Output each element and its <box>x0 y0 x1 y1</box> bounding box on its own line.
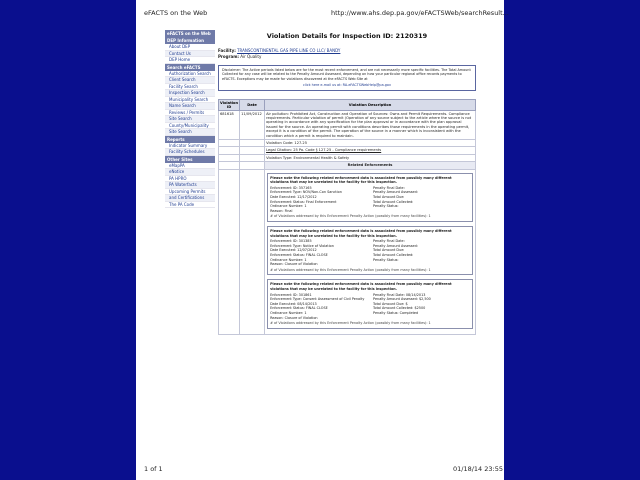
enforcement-field: Penalty Status: Completed <box>373 310 419 315</box>
enforcement-fields <box>270 239 470 267</box>
enforcement-field: Enforcement ID: 301385 <box>270 239 312 244</box>
print-header-title: eFACTS on the Web <box>144 9 208 17</box>
sidebar-item[interactable]: Site Search <box>165 129 215 136</box>
sidebar-item[interactable]: Inspection Search <box>165 90 215 97</box>
enforcement-field: Enforcement Type: Consent Assessment of Civil Penalty <box>270 297 365 302</box>
enforcement-field: Total Amount Due: <box>373 248 405 253</box>
enforcement-box <box>267 173 473 222</box>
enforcement-field: Ordinance Number: 1 <box>270 204 307 209</box>
page-title: Violation Details for Inspection ID: 2120319 <box>266 32 428 40</box>
violation-code-row <box>219 140 476 147</box>
facility-label: Facility: <box>218 48 236 53</box>
enforcement-field: Reason: Closure of Violation <box>270 315 318 320</box>
sidebar-item[interactable]: Upcoming Permits <box>165 189 215 196</box>
violation-id-cell: 681618 <box>219 110 240 139</box>
disclaimer-links[interactable]: click here e-mail us at: RA-eFACTSWebHelp@pa.gov <box>303 83 391 88</box>
enforcement-field: Total Amount Due: $ <box>373 301 408 306</box>
sidebar-section-header: Other Sites <box>165 156 215 163</box>
violation-date-cell: 11/09/2012 <box>240 110 265 139</box>
enforcement-field: Enforcement Type: Notice of Violation <box>270 243 334 248</box>
enforcement-note: Please note the following related enforcement data is associated from possibly many different violations that may be unrelated to the facility for this inspection. <box>270 282 452 291</box>
program-label: Program: <box>218 54 239 59</box>
enforcement-note: Please note the following related enforcement data is associated from possibly many different violations that may be unrelated to the facility for this inspection. <box>270 229 452 238</box>
sidebar-item[interactable]: Name Search <box>165 103 215 110</box>
enforcement-field: Enforcement Status: FINAL CLOSE <box>270 253 328 257</box>
enforcement-field: Ordinance Number: 1 <box>270 310 307 315</box>
sidebar-item[interactable]: PA HPRO <box>165 176 215 183</box>
column-header-description: Violation Description <box>265 99 476 110</box>
enforcement-field: Reason: Final <box>270 208 293 213</box>
sidebar-section-header: Search eFACTS <box>165 64 215 71</box>
sidebar-item[interactable]: and Certifications <box>165 195 215 202</box>
enforcement-field: Penalty Amount Assessed: $2,500 <box>373 297 431 302</box>
table-row <box>219 110 476 139</box>
program-value: Air Quality <box>240 54 262 59</box>
enforcements-container <box>265 169 476 334</box>
table-header-row <box>219 99 476 110</box>
sidebar-item[interactable]: About DEP <box>165 44 215 51</box>
column-header-date: Date <box>240 99 265 110</box>
sidebar-item[interactable]: Facility Schedules <box>165 149 215 156</box>
column-header-violation-id: Violation ID <box>220 100 239 109</box>
print-header-url: http://www.ahs.dep.pa.gov/eFACTSWeb/searchResult... <box>331 9 509 17</box>
enforcement-box <box>267 279 473 328</box>
print-footer-datetime: 01/18/14 23:55 <box>453 465 503 473</box>
sidebar-item[interactable]: Facility Search <box>165 84 215 91</box>
violation-table <box>218 99 476 335</box>
facility-info <box>218 48 476 60</box>
sidebar-item[interactable]: eNotice <box>165 169 215 176</box>
related-header-row <box>219 162 476 169</box>
legal-citation-link[interactable]: Legal Citation: 25 Pa. Code § 127.25 - Compliance requirements <box>265 147 476 154</box>
enforcement-field: Penalty Final Date: 08/14/2013 <box>373 292 426 297</box>
sidebar-item[interactable]: County/Municipality <box>165 123 215 130</box>
enforcement-field: Enforcement ID: 357165 <box>270 185 312 190</box>
enforcement-footnote: # of Violations addressed by this Enforcement Penalty Action (possibly from many facilities): 1 <box>270 321 431 326</box>
enforcement-field: Enforcement Status: Final Enforcement <box>270 199 337 204</box>
sidebar-item[interactable]: Site Search <box>165 116 215 123</box>
violation-description-text: Air pollution: Prohibited Act, Construction and Operation of Sources: Owns and Permit Requirements. Compliance requirements. Particular violation of permit (Operation of any source subject to the article where the source is not operating in accordance with any specification for the plan approval or in accordance with the plan approval issued for the source. An operating permit with conditions describes those requirements in the operating permit, except it is a condition of the permit. The operation of the source in a manner which is inconsistent with the condition which a permit is required to maintain. <box>266 111 472 138</box>
enforcement-field: Reason: Closure of Violation <box>270 262 318 267</box>
related-enforcements-header: Related Enforcements <box>265 162 476 169</box>
disclaimer-box <box>218 65 476 91</box>
enforcement-field: Date Executed: 08/14/2013 <box>270 301 317 306</box>
enforcement-footnote: # of Violations addressed by this Enforcement Penalty Action (possibly from many facilities): 1 <box>270 267 431 272</box>
sidebar-item[interactable]: Contact Us <box>165 51 215 58</box>
enforcement-field: Penalty Status: <box>373 257 399 262</box>
enforcement-footnote: # of Violations addressed by this Enforcement Penalty Action (possibly from many facilities): 1 <box>270 214 431 219</box>
enforcement-field: Enforcement Type: NOV/Non-Con Sanction <box>270 190 342 195</box>
disclaimer-text: Disclaimer: The Active periods listed below are for the most recent enforcement, and are not necessarily more specific facilities. The Total Amount Collected for any case will be related to the Penalty Amount Assessed, depending on how your particular regional office records payments to eFACTS. Exceptions may be made for violations discovered at the eFACTS Web Site at <box>222 68 471 81</box>
enforcement-note: Please note the following related enforcement data is associated from possibly many different violations that may be unrelated to the facility for this inspection. <box>270 175 452 185</box>
sidebar-item[interactable]: eMapPA <box>165 163 215 170</box>
enforcement-field: Total Amount Collected: $2500 <box>373 306 426 311</box>
violation-code: Violation Code: 127.25 <box>265 140 476 147</box>
sidebar-item[interactable]: DEP Home <box>165 57 215 64</box>
facility-link[interactable]: TRANSCONTINENTAL GAS PIPE LINE CO LLC/ BANDY <box>237 48 341 53</box>
enforcement-box <box>267 226 473 275</box>
violation-type: Violation Type: Environmental Health & Safety <box>265 154 476 161</box>
enforcement-field <box>373 316 470 321</box>
enforcement-field: Date Executed: 12/17/2012 <box>270 195 317 200</box>
enforcement-field: Total Amount Collected: <box>373 253 414 257</box>
sidebar-item[interactable]: Indicator Summary <box>165 143 215 150</box>
enforcement-field: Enforcement ID: 301861 <box>270 292 312 297</box>
sidebar-item[interactable]: Reviews / Permits <box>165 110 215 117</box>
enforcement-field: Penalty Amount Assessed: <box>373 190 418 195</box>
sidebar-nav <box>165 30 215 208</box>
enforcement-field: Ordinance Number: 1 <box>270 257 307 262</box>
enforcement-field: Total Amount Collected: <box>373 199 414 204</box>
sidebar-item[interactable]: PA Waterfacts <box>165 182 215 189</box>
enforcement-fields <box>270 186 470 214</box>
main-content <box>218 30 476 335</box>
enforcement-field: Date Executed: 12/07/2012 <box>270 248 317 253</box>
sidebar-item[interactable]: Client Search <box>165 77 215 84</box>
enforcement-field: Penalty Final Date: <box>373 185 405 190</box>
enforcement-field <box>373 209 470 214</box>
sidebar-section-header: Reports <box>165 136 215 143</box>
violation-type-row <box>219 154 476 161</box>
enforcement-fields <box>270 293 470 321</box>
enforcement-field: Total Amount Due: <box>373 195 405 200</box>
page-canvas <box>136 0 509 480</box>
sidebar-item[interactable]: Authorization Search <box>165 71 215 78</box>
enforcement-field: Penalty Status: <box>373 204 399 209</box>
sidebar-section-header: eFACTS on the Web <box>165 30 215 37</box>
enforcement-field: Penalty Amount Assessed: <box>373 243 418 248</box>
sidebar-section-header: DEP Information <box>165 37 215 44</box>
legal-citation-row <box>219 147 476 154</box>
print-footer-page-count: 1 of 1 <box>144 465 163 473</box>
enforcement-field <box>373 262 470 267</box>
enforcement-field: Enforcement Status: FINAL CLOSE <box>270 306 328 311</box>
sidebar-item[interactable]: The PA Code <box>165 202 215 209</box>
enforcement-field: Penalty Final Date: <box>373 239 405 244</box>
violation-description-cell <box>265 110 476 139</box>
sidebar-item[interactable]: Municipality Search <box>165 97 215 104</box>
enforcements-row <box>219 169 476 334</box>
